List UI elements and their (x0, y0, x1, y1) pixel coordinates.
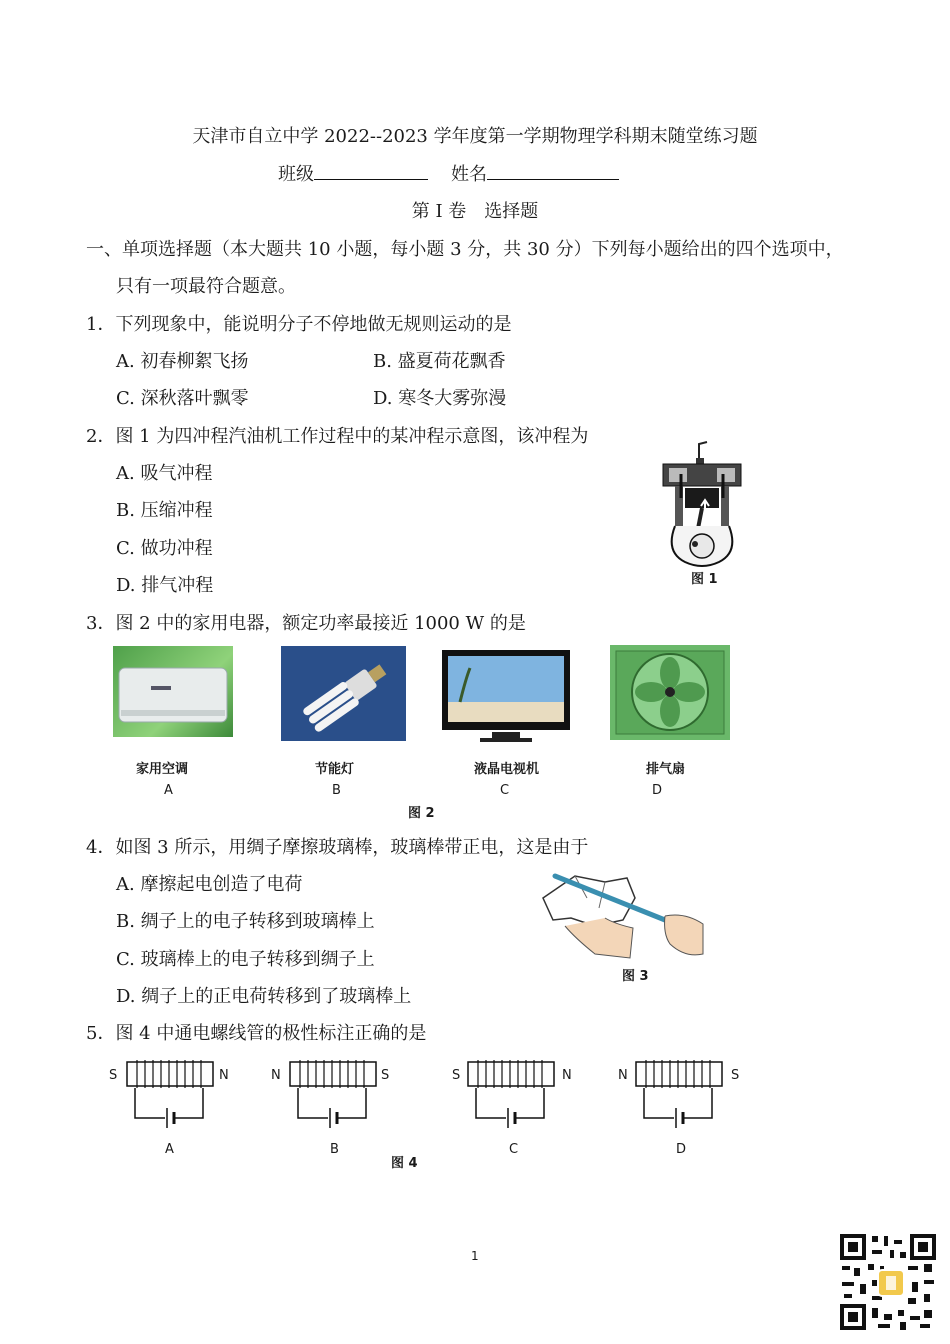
exam-title: 天津市自立中学 2022--2023 学年度第一学期物理学科期末随堂练习题 (192, 126, 758, 147)
solenoid-a-left-pole: S (109, 1068, 118, 1083)
solenoid-c (466, 1058, 558, 1134)
engine-diagram (655, 440, 750, 570)
solenoid-b-right-pole: S (381, 1068, 390, 1083)
fan-icon (610, 645, 730, 740)
q4-option-a: A. 摩擦起电创造了电荷 (116, 874, 303, 895)
q2-option-a: A. 吸气冲程 (116, 463, 213, 484)
name-blank[interactable] (487, 165, 619, 180)
exhaust-fan-image (610, 645, 730, 740)
solenoid-d (634, 1058, 726, 1134)
solenoid-a (125, 1058, 217, 1134)
page-number: 1 (471, 1249, 479, 1263)
instructions-line-2: 只有一项最符合题意。 (116, 276, 296, 297)
q1-option-d: D. 寒冬大雾弥漫 (373, 388, 507, 409)
q4-option-b: B. 绸子上的电子转移到玻璃棒上 (116, 911, 375, 932)
appliance-c-letter: C (500, 783, 510, 798)
name-label: 姓名 (451, 164, 487, 185)
class-blank[interactable] (314, 165, 428, 180)
lamp-icon (281, 646, 406, 741)
q1-option-a: A. 初春柳絮飞扬 (116, 351, 249, 372)
solenoid-d-letter: D (676, 1142, 687, 1157)
solenoid-c-left-pole: S (452, 1068, 461, 1083)
appliance-d-letter: D (652, 783, 663, 798)
solenoid-d-right-pole: S (731, 1068, 740, 1083)
tv-icon (440, 648, 572, 746)
figure-2-caption: 图 2 (408, 806, 435, 821)
solenoid-c-letter: C (509, 1142, 519, 1157)
solenoid-b-letter: B (330, 1142, 339, 1157)
solenoid-b-left-pole: N (271, 1068, 281, 1083)
solenoid-a-right-pole: N (219, 1068, 229, 1083)
appliance-c-name: 液晶电视机 (474, 762, 540, 777)
instructions-line-1: 一、单项选择题（本大题共 10 小题，每小题 3 分，共 30 分）下列每小题给出的四个选项中， (86, 239, 844, 260)
solenoid-c-right-pole: N (562, 1068, 572, 1083)
class-label: 班级 (278, 164, 314, 185)
appliance-b-letter: B (332, 783, 341, 798)
solenoid-b (288, 1058, 380, 1134)
section-title: 第 I 卷 选择题 (411, 201, 539, 222)
question-2-stem: 2．图 1 为四冲程汽油机工作过程中的某冲程示意图，该冲程为 (86, 426, 589, 447)
question-3-stem: 3．图 2 中的家用电器，额定功率最接近 1000 W 的是 (86, 613, 526, 634)
q2-option-b: B. 压缩冲程 (116, 500, 213, 521)
appliance-d-name: 排气扇 (646, 762, 686, 777)
q1-option-c: C. 深秋落叶飘零 (116, 388, 249, 409)
solenoid-a-letter: A (165, 1142, 174, 1157)
name-field (451, 160, 619, 186)
appliance-a-name: 家用空调 (136, 762, 189, 777)
class-field (278, 160, 428, 186)
q2-option-c: C. 做功冲程 (116, 538, 213, 559)
q2-option-d: D. 排气冲程 (116, 575, 214, 596)
appliance-b-name: 节能灯 (315, 762, 355, 777)
qr-code-icon[interactable] (838, 1232, 938, 1332)
air-conditioner-image (113, 646, 233, 737)
appliance-a-letter: A (164, 783, 173, 798)
solenoid-d-left-pole: N (618, 1068, 628, 1083)
question-4-stem: 4．如图 3 所示，用绸子摩擦玻璃棒，玻璃棒带正电，这是由于 (86, 837, 589, 858)
rubbing-diagram (535, 868, 710, 963)
q4-option-d: D. 绸子上的正电荷转移到了玻璃棒上 (116, 986, 412, 1007)
q1-option-b: B. 盛夏荷花飘香 (373, 351, 506, 372)
question-5-stem: 5．图 4 中通电螺线管的极性标注正确的是 (86, 1023, 427, 1044)
figure-1-caption: 图 1 (691, 572, 718, 587)
lcd-tv-image (440, 648, 572, 746)
question-1-stem: 1．下列现象中，能说明分子不停地做无规则运动的是 (86, 314, 512, 335)
figure-4-caption: 图 4 (391, 1156, 418, 1171)
energy-saving-lamp-image (281, 646, 406, 741)
figure-3-caption: 图 3 (622, 969, 649, 984)
q4-option-c: C. 玻璃棒上的电子转移到绸子上 (116, 949, 375, 970)
air-conditioner-icon (113, 646, 233, 737)
